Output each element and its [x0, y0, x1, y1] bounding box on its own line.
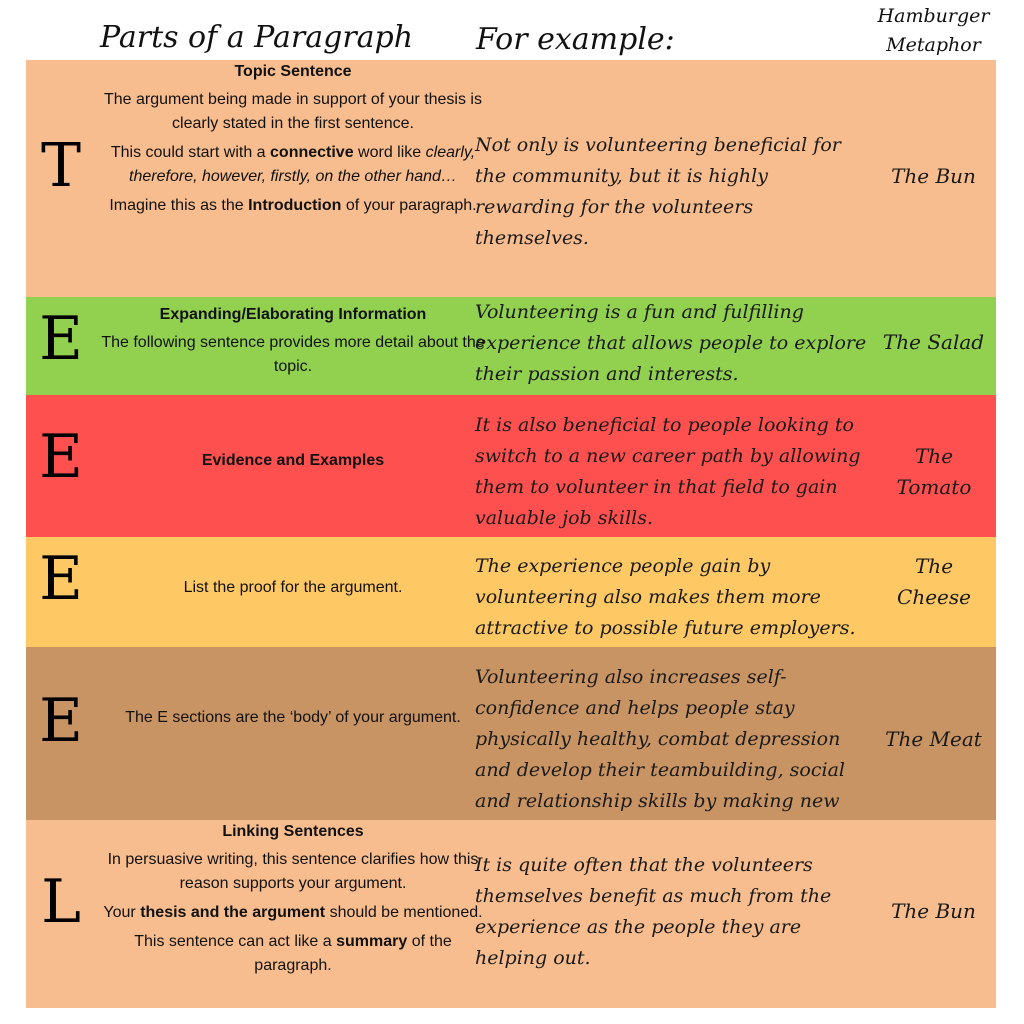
row-example: Not only is volunteering beneficial for the community, but it is highly rewarding for the volunteers themselves. — [475, 134, 841, 249]
row-letter: L — [41, 867, 81, 937]
row-metaphor: The Tomato — [896, 444, 972, 499]
desc-bold: summary — [336, 933, 408, 950]
desc-text: Your — [103, 904, 141, 921]
desc-paragraph-3 — [100, 194, 486, 218]
row-proof — [26, 537, 996, 647]
desc-text: of the paragraph. — [254, 933, 452, 974]
row-expanding-information — [26, 297, 996, 395]
row-letter: E — [39, 686, 83, 756]
row-example: It is quite often that the volunteers themselves benefit as much from the experience as the people they are helping out. — [475, 854, 832, 969]
header-parts-of-paragraph: Parts of a Paragraph — [100, 20, 414, 55]
row-linking-sentences — [26, 820, 996, 1008]
row-example: It is also beneficial to people looking to switch to a new career path by allowing them to volunteer in that field to gain valuable job skills. — [475, 414, 861, 529]
desc-paragraph-1: The following sentence provides more detail about the topic. — [101, 334, 485, 375]
row-description — [100, 576, 486, 605]
desc-text: Imagine this as the — [109, 197, 249, 214]
row-letter: E — [39, 544, 83, 614]
row-body — [26, 647, 996, 820]
row-metaphor: The Salad — [882, 330, 985, 354]
row-title: Topic Sentence — [234, 63, 352, 80]
header-hamburger-line1: Hamburger — [877, 5, 990, 27]
row-metaphor: The Cheese — [897, 554, 971, 609]
row-title: Expanding/Elaborating Information — [159, 306, 427, 323]
desc-text: of your paragraph. — [341, 197, 477, 214]
row-description — [100, 449, 486, 477]
desc-paragraph-2 — [100, 141, 486, 189]
desc-paragraph-1: In persuasive writing, this sentence clarifies how this reason supports your argument. — [107, 851, 479, 892]
row-description — [100, 303, 486, 384]
row-title: Linking Sentences — [222, 823, 364, 840]
desc-text: This could start with a — [110, 144, 271, 161]
row-topic-sentence — [26, 60, 996, 297]
desc-text: should be mentioned. — [325, 904, 483, 921]
desc-text: This sentence can act like a — [134, 933, 337, 950]
header-hamburger-metaphor — [876, 2, 991, 60]
row-metaphor: The Bun — [891, 899, 976, 923]
row-example: Volunteering is a fun and fulfilling experience that allows people to explore their passion and interests. — [475, 301, 867, 385]
desc-paragraph-1: List the proof for the argument. — [183, 579, 403, 596]
desc-paragraph-3 — [100, 930, 486, 978]
desc-bold: connective — [270, 144, 354, 161]
row-metaphor: The Meat — [885, 727, 982, 751]
desc-paragraph-1: The argument being made in support of your thesis is clearly stated in the first sentence. — [104, 91, 482, 132]
desc-text: word like — [353, 144, 426, 161]
row-description — [100, 706, 486, 735]
desc-paragraph-1: The E sections are the ‘body’ of your argument. — [125, 709, 461, 726]
desc-bold: thesis and the argument — [140, 904, 326, 921]
row-example: The experience people gain by volunteering also makes them more attractive to possible future employers. — [475, 555, 856, 639]
desc-paragraph-2 — [100, 901, 486, 925]
row-letter: E — [39, 422, 83, 492]
row-description — [100, 820, 486, 983]
row-evidence-examples — [26, 395, 996, 537]
row-letter: E — [39, 304, 83, 374]
row-letter: T — [40, 131, 82, 201]
row-title: Evidence and Examples — [201, 452, 385, 469]
header-for-example: For example: — [476, 22, 675, 57]
desc-bold: Introduction — [248, 197, 342, 214]
row-metaphor: The Bun — [891, 164, 976, 188]
row-example: Volunteering also increases self-confidence and helps people stay physically healthy, combat depression and develop their teambuilding, social and relationship skills by making new — [475, 666, 845, 812]
header-hamburger-line2: Metaphor — [886, 34, 981, 56]
row-description — [100, 60, 486, 223]
desc-italic: clearly, therefore, however, firstly, on the other hand… — [129, 144, 476, 185]
